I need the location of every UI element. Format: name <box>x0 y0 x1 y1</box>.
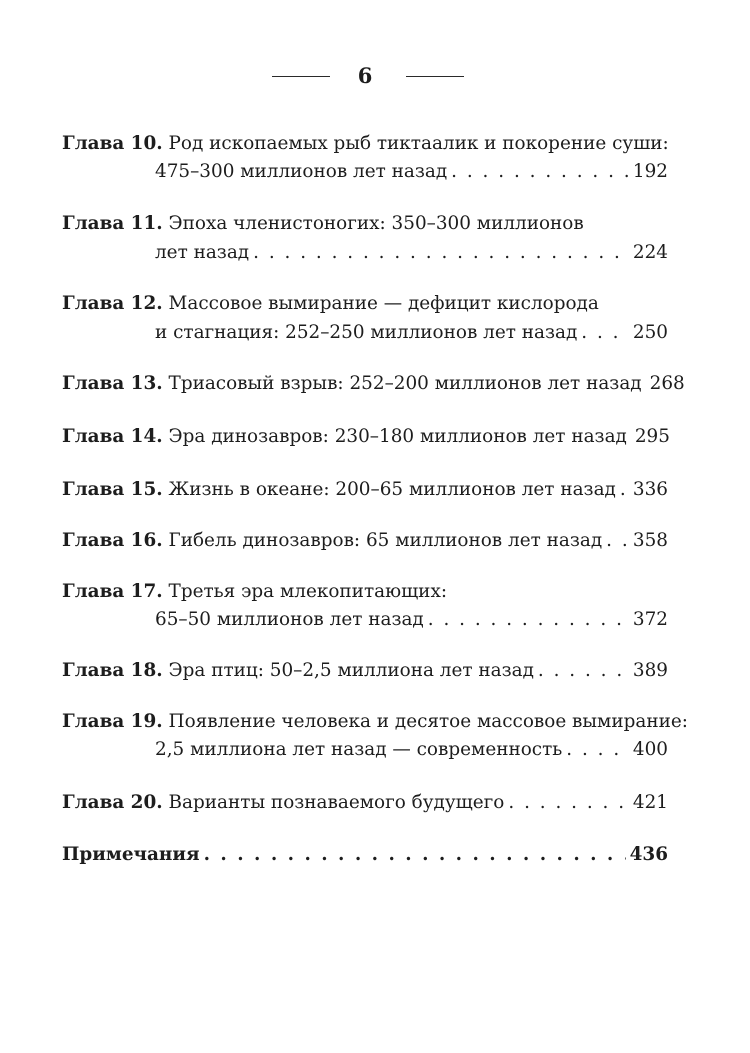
page-ref: 358 <box>632 530 668 551</box>
dot-leader <box>508 790 629 816</box>
page-ref: 436 <box>629 844 668 865</box>
notes-label: Примечания <box>62 844 200 865</box>
dot-leader <box>451 159 629 185</box>
page-ref: 268 <box>649 373 685 394</box>
dot-leader <box>253 240 629 266</box>
page-ref: 224 <box>632 242 668 263</box>
page-header <box>0 62 750 92</box>
chapter-label: Глава 13. <box>62 373 163 394</box>
dot-leader <box>538 658 629 684</box>
chapter-title: Жизнь в океане: 200–65 миллионов лет назад <box>168 479 616 500</box>
header-rule-left <box>272 76 330 77</box>
dot-leader <box>581 320 629 346</box>
chapter-label: Глава 17. <box>62 581 163 602</box>
dot-leader <box>204 842 626 868</box>
chapter-title-line2: и стагнация: 252–250 миллионов лет назад <box>155 322 578 343</box>
chapter-label: Глава 20. <box>62 792 163 813</box>
chapter-label: Глава 15. <box>62 479 163 500</box>
dot-leader <box>606 528 629 554</box>
page-ref: 421 <box>632 792 668 813</box>
dot-leader <box>620 477 629 503</box>
page-ref: 372 <box>632 609 668 630</box>
page-ref: 295 <box>634 426 670 447</box>
page-ref: 336 <box>632 479 668 500</box>
chapter-label: Глава 12. <box>62 293 163 314</box>
chapter-label: Глава 14. <box>62 426 163 447</box>
header-rule-right <box>406 76 464 77</box>
chapter-title-line1: Род ископаемых рыб тиктаалик и покорение суши: <box>168 133 669 154</box>
chapter-title: Триасовый взрыв: 252–200 миллионов лет назад <box>168 373 642 394</box>
page-ref: 250 <box>632 322 668 343</box>
chapter-title-line2: 2,5 миллиона лет назад — современность <box>155 739 563 760</box>
chapter-title-line2: лет назад <box>155 242 250 263</box>
chapter-label: Глава 19. <box>62 711 163 732</box>
chapter-title: Эра динозавров: 230–180 миллионов лет назад <box>168 426 627 447</box>
chapter-title: Варианты познаваемого будущего <box>168 792 505 813</box>
chapter-title-line1: Эпоха членистоногих: 350–300 миллионов <box>168 213 584 234</box>
chapter-title: Эра птиц: 50–2,5 миллиона лет назад <box>168 660 534 681</box>
chapter-label: Глава 10. <box>62 133 163 154</box>
chapter-title-line1: Третья эра млекопитающих: <box>168 581 448 602</box>
chapter-title-line1: Появление человека и десятое массовое вымирание: <box>168 711 688 732</box>
chapter-label: Глава 18. <box>62 660 163 681</box>
dot-leader <box>428 607 629 633</box>
chapter-title-line1: Массовое вымирание — дефицит кислорода <box>168 293 599 314</box>
page-ref: 389 <box>632 660 668 681</box>
chapter-title: Гибель динозавров: 65 миллионов лет назад <box>168 530 603 551</box>
dot-leader <box>566 737 629 763</box>
chapter-title-line2: 475–300 миллионов лет назад <box>155 161 448 182</box>
page-ref: 400 <box>632 739 668 760</box>
page-ref: 192 <box>632 161 668 182</box>
chapter-label: Глава 16. <box>62 530 163 551</box>
page-number: 6 <box>357 63 373 88</box>
chapter-title-line2: 65–50 миллионов лет назад <box>155 609 424 630</box>
chapter-label: Глава 11. <box>62 213 163 234</box>
